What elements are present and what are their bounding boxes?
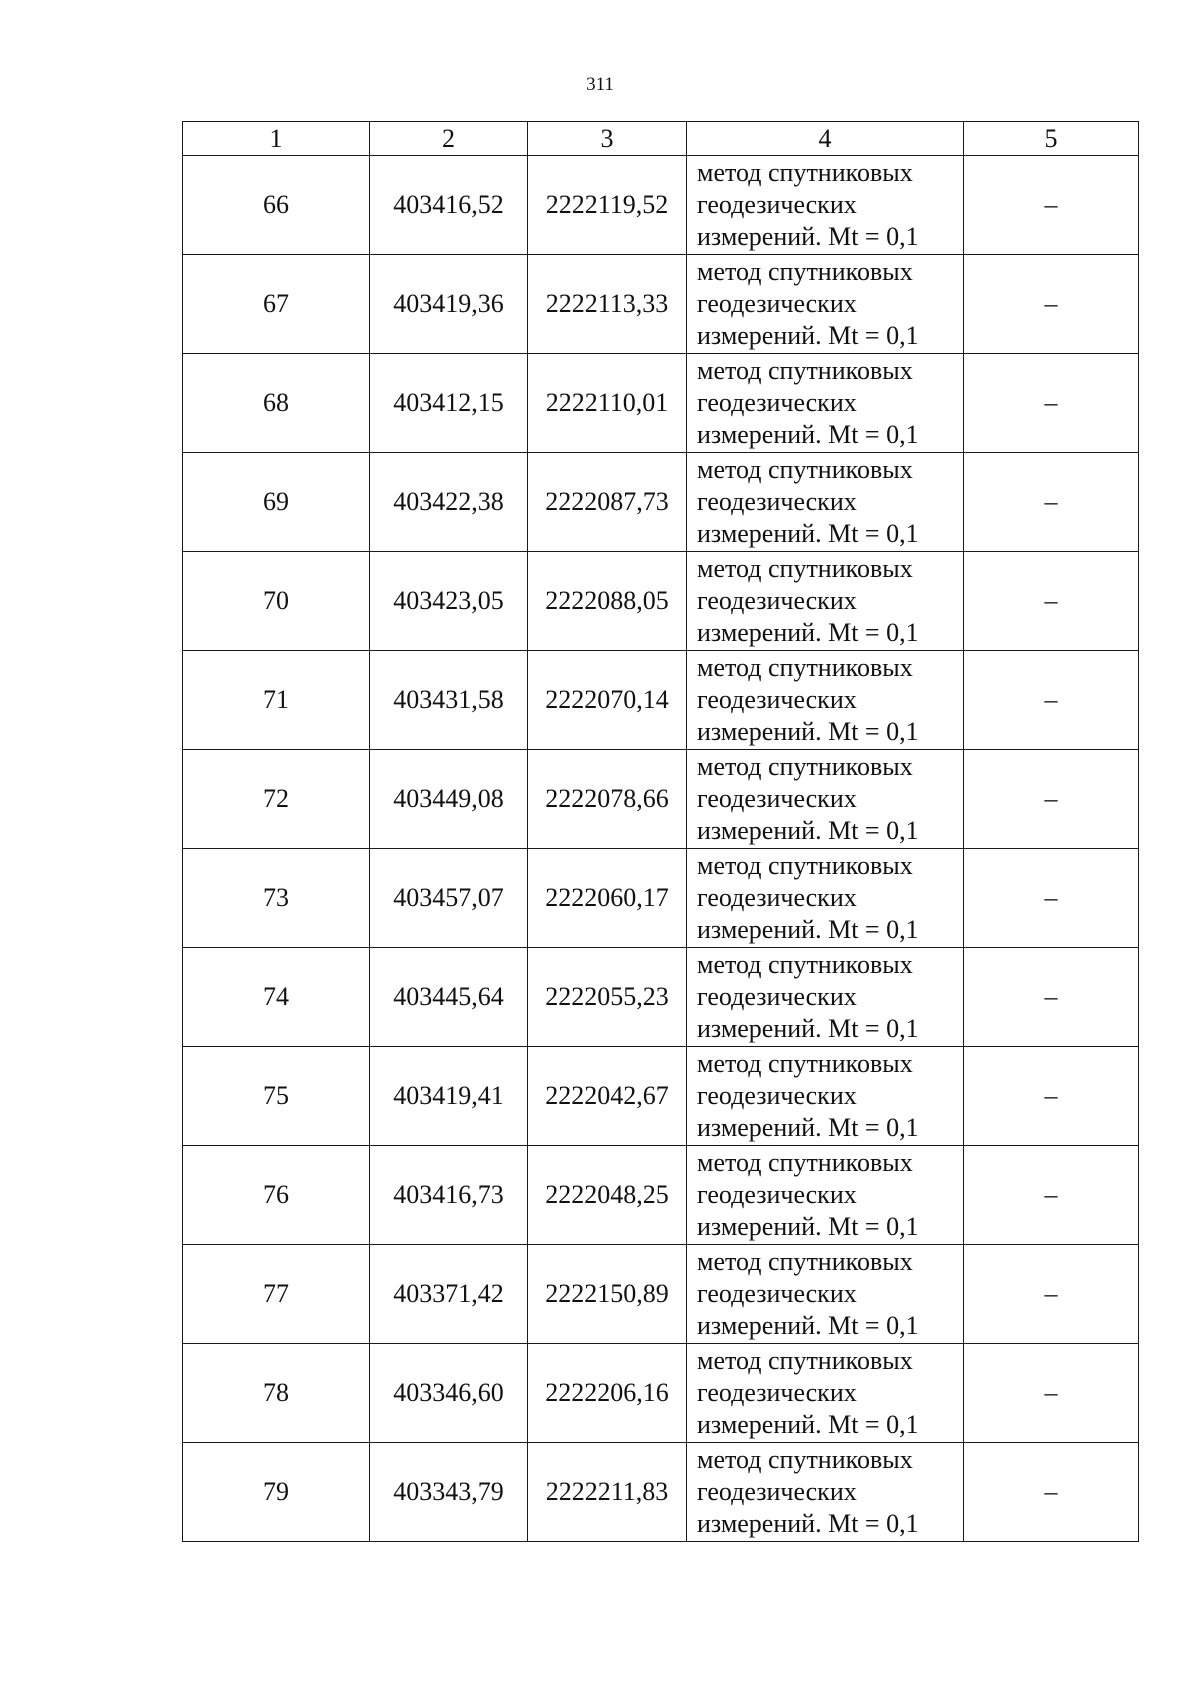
table-row xyxy=(183,1146,1139,1245)
note-cell: – xyxy=(964,948,1139,1047)
note-cell: – xyxy=(964,1047,1139,1146)
method-line: геодезических xyxy=(697,1180,857,1209)
table-row xyxy=(183,849,1139,948)
x-coordinate-cell: 403412,15 xyxy=(370,354,528,453)
header-col-5: 5 xyxy=(964,122,1139,156)
method-cell xyxy=(687,552,964,651)
table-row xyxy=(183,1443,1139,1542)
header-row xyxy=(183,122,1139,156)
method-line: метод спутниковых xyxy=(697,653,913,682)
point-number-cell: 70 xyxy=(183,552,370,651)
point-number-cell: 68 xyxy=(183,354,370,453)
method-line: метод спутниковых xyxy=(697,554,913,583)
method-line: метод спутниковых xyxy=(697,158,913,187)
method-line: геодезических xyxy=(697,1279,857,1308)
method-cell xyxy=(687,1146,964,1245)
point-number-cell: 72 xyxy=(183,750,370,849)
method-line: измерений. Mt = 0,1 xyxy=(697,321,919,350)
table-row xyxy=(183,948,1139,1047)
method-line: измерений. Mt = 0,1 xyxy=(697,1410,919,1439)
method-cell xyxy=(687,354,964,453)
method-line: метод спутниковых xyxy=(697,1346,913,1375)
x-coordinate-cell: 403431,58 xyxy=(370,651,528,750)
x-coordinate-cell: 403416,73 xyxy=(370,1146,528,1245)
note-cell: – xyxy=(964,354,1139,453)
method-line: измерений. Mt = 0,1 xyxy=(697,420,919,449)
method-line: измерений. Mt = 0,1 xyxy=(697,1311,919,1340)
header-col-1: 1 xyxy=(183,122,370,156)
table-row xyxy=(183,255,1139,354)
method-line: измерений. Mt = 0,1 xyxy=(697,816,919,845)
method-line: метод спутниковых xyxy=(697,1445,913,1474)
note-cell: – xyxy=(964,849,1139,948)
point-number-cell: 77 xyxy=(183,1245,370,1344)
table-row xyxy=(183,354,1139,453)
method-line: измерений. Mt = 0,1 xyxy=(697,1509,919,1538)
method-line: измерений. Mt = 0,1 xyxy=(697,1212,919,1241)
method-line: измерений. Mt = 0,1 xyxy=(697,915,919,944)
header-col-2: 2 xyxy=(370,122,528,156)
point-number-cell: 74 xyxy=(183,948,370,1047)
x-coordinate-cell: 403422,38 xyxy=(370,453,528,552)
y-coordinate-cell: 2222088,05 xyxy=(528,552,687,651)
note-cell: – xyxy=(964,651,1139,750)
method-line: измерений. Mt = 0,1 xyxy=(697,222,919,251)
method-cell xyxy=(687,750,964,849)
x-coordinate-cell: 403457,07 xyxy=(370,849,528,948)
x-coordinate-cell: 403445,64 xyxy=(370,948,528,1047)
note-cell: – xyxy=(964,1443,1139,1542)
method-line: геодезических xyxy=(697,388,857,417)
table-row xyxy=(183,453,1139,552)
method-line: метод спутниковых xyxy=(697,1049,913,1078)
note-cell: – xyxy=(964,1245,1139,1344)
method-line: метод спутниковых xyxy=(697,752,913,781)
note-cell: – xyxy=(964,255,1139,354)
coordinates-table xyxy=(182,121,1139,1542)
y-coordinate-cell: 2222078,66 xyxy=(528,750,687,849)
method-line: метод спутниковых xyxy=(697,1247,913,1276)
table-row xyxy=(183,651,1139,750)
method-line: геодезических xyxy=(697,982,857,1011)
method-cell xyxy=(687,453,964,552)
y-coordinate-cell: 2222150,89 xyxy=(528,1245,687,1344)
table-row xyxy=(183,1047,1139,1146)
header-col-3: 3 xyxy=(528,122,687,156)
method-line: геодезических xyxy=(697,1081,857,1110)
method-line: геодезических xyxy=(697,190,857,219)
point-number-cell: 71 xyxy=(183,651,370,750)
note-cell: – xyxy=(964,552,1139,651)
method-cell xyxy=(687,156,964,255)
note-cell: – xyxy=(964,453,1139,552)
point-number-cell: 75 xyxy=(183,1047,370,1146)
table-header xyxy=(183,122,1139,156)
y-coordinate-cell: 2222110,01 xyxy=(528,354,687,453)
table-row xyxy=(183,1344,1139,1443)
x-coordinate-cell: 403419,36 xyxy=(370,255,528,354)
x-coordinate-cell: 403343,79 xyxy=(370,1443,528,1542)
method-line: измерений. Mt = 0,1 xyxy=(697,717,919,746)
table-row xyxy=(183,1245,1139,1344)
table-row xyxy=(183,750,1139,849)
method-cell xyxy=(687,1245,964,1344)
x-coordinate-cell: 403449,08 xyxy=(370,750,528,849)
method-cell xyxy=(687,1443,964,1542)
y-coordinate-cell: 2222087,73 xyxy=(528,453,687,552)
method-line: геодезических xyxy=(697,487,857,516)
y-coordinate-cell: 2222113,33 xyxy=(528,255,687,354)
y-coordinate-cell: 2222211,83 xyxy=(528,1443,687,1542)
method-line: геодезических xyxy=(697,883,857,912)
method-line: измерений. Mt = 0,1 xyxy=(697,1014,919,1043)
x-coordinate-cell: 403371,42 xyxy=(370,1245,528,1344)
method-line: метод спутниковых xyxy=(697,356,913,385)
point-number-cell: 73 xyxy=(183,849,370,948)
y-coordinate-cell: 2222055,23 xyxy=(528,948,687,1047)
point-number-cell: 78 xyxy=(183,1344,370,1443)
x-coordinate-cell: 403346,60 xyxy=(370,1344,528,1443)
method-cell xyxy=(687,651,964,750)
table-row xyxy=(183,156,1139,255)
method-line: метод спутниковых xyxy=(697,455,913,484)
method-line: измерений. Mt = 0,1 xyxy=(697,519,919,548)
point-number-cell: 79 xyxy=(183,1443,370,1542)
method-line: метод спутниковых xyxy=(697,257,913,286)
point-number-cell: 66 xyxy=(183,156,370,255)
method-line: измерений. Mt = 0,1 xyxy=(697,1113,919,1142)
method-cell xyxy=(687,849,964,948)
y-coordinate-cell: 2222042,67 xyxy=(528,1047,687,1146)
method-line: измерений. Mt = 0,1 xyxy=(697,618,919,647)
note-cell: – xyxy=(964,750,1139,849)
x-coordinate-cell: 403416,52 xyxy=(370,156,528,255)
table-body xyxy=(183,156,1139,1542)
note-cell: – xyxy=(964,1146,1139,1245)
y-coordinate-cell: 2222048,25 xyxy=(528,1146,687,1245)
note-cell: – xyxy=(964,1344,1139,1443)
page-number: 311 xyxy=(586,74,614,95)
method-line: геодезических xyxy=(697,1378,857,1407)
note-cell: – xyxy=(964,156,1139,255)
method-cell xyxy=(687,255,964,354)
method-cell xyxy=(687,1047,964,1146)
y-coordinate-cell: 2222070,14 xyxy=(528,651,687,750)
header-col-4: 4 xyxy=(687,122,964,156)
method-line: метод спутниковых xyxy=(697,1148,913,1177)
y-coordinate-cell: 2222119,52 xyxy=(528,156,687,255)
method-line: геодезических xyxy=(697,586,857,615)
method-line: геодезических xyxy=(697,289,857,318)
point-number-cell: 69 xyxy=(183,453,370,552)
point-number-cell: 76 xyxy=(183,1146,370,1245)
method-cell xyxy=(687,948,964,1047)
method-line: геодезических xyxy=(697,1477,857,1506)
y-coordinate-cell: 2222206,16 xyxy=(528,1344,687,1443)
method-cell xyxy=(687,1344,964,1443)
x-coordinate-cell: 403419,41 xyxy=(370,1047,528,1146)
point-number-cell: 67 xyxy=(183,255,370,354)
method-line: метод спутниковых xyxy=(697,950,913,979)
y-coordinate-cell: 2222060,17 xyxy=(528,849,687,948)
method-line: геодезических xyxy=(697,784,857,813)
method-line: геодезических xyxy=(697,685,857,714)
x-coordinate-cell: 403423,05 xyxy=(370,552,528,651)
method-line: метод спутниковых xyxy=(697,851,913,880)
table-row xyxy=(183,552,1139,651)
